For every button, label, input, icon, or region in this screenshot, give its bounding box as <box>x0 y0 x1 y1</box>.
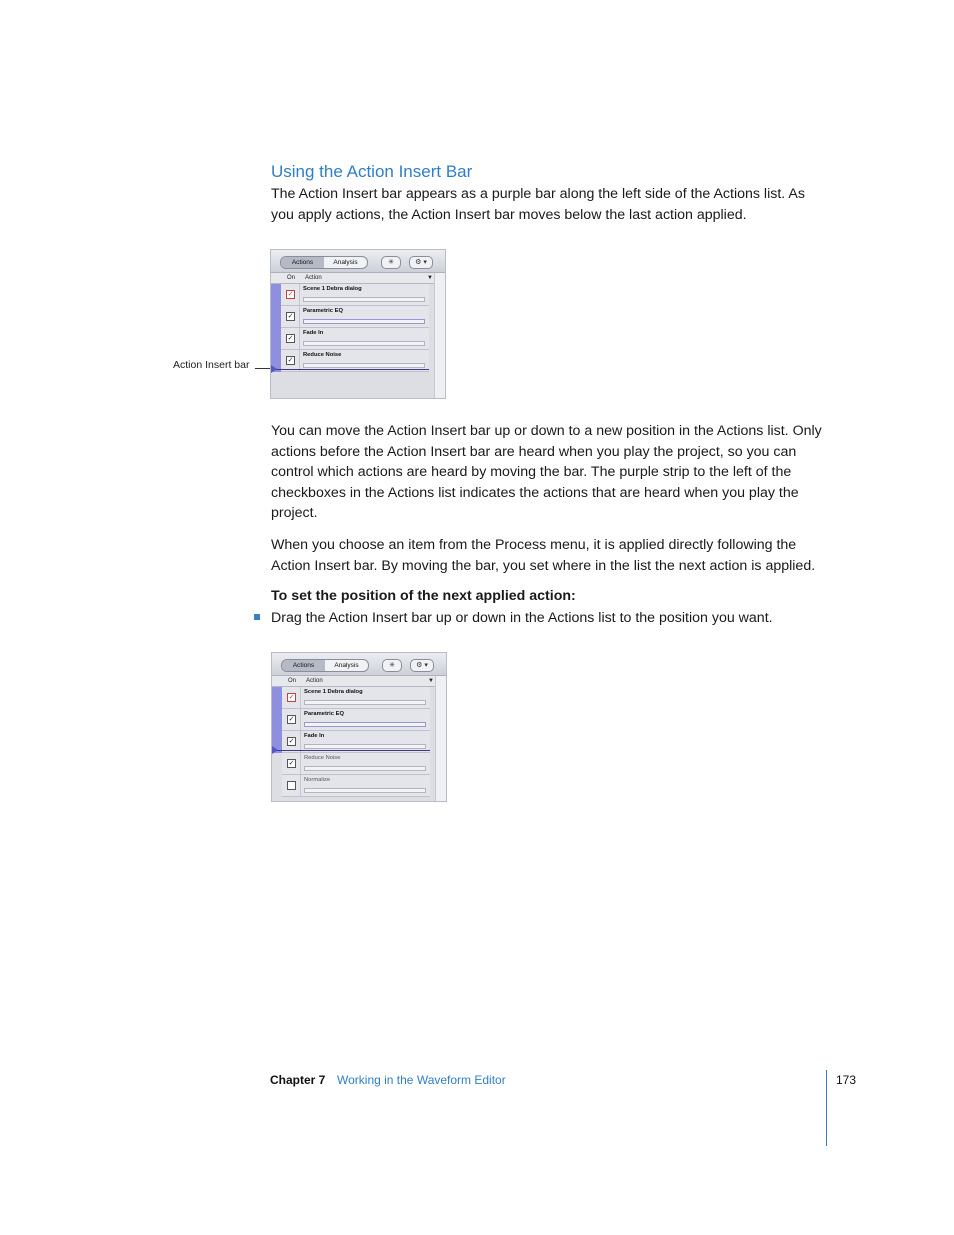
column-action[interactable]: Action <box>305 275 322 281</box>
parameter-track <box>304 722 426 727</box>
paragraph-2: You can move the Action Insert bar up or down to a new position in the Actions list. Only actions before the Action Insert bar are heard when you play the project, so you can control which actions are heard by moving the bar. The purple strip to the left of the checkboxes in the Actions list indicates the actions that are heard when you play the project. <box>271 423 822 521</box>
task-step: Drag the Action Insert bar up or down in the Actions list to the position you want. <box>271 610 773 626</box>
tab-analysis[interactable]: Analysis <box>333 259 358 266</box>
paragraph-3: When you choose an item from the Process menu, it is applied directly following the Action Insert bar. By moving the bar, you set where in the list the next action is applied. <box>271 537 816 574</box>
parameter-track <box>304 744 426 749</box>
column-on[interactable]: On <box>287 275 296 281</box>
action-name: Normalize <box>304 777 331 783</box>
add-action-icon: ✳ <box>389 662 395 669</box>
action-row[interactable] <box>282 687 430 709</box>
column-on[interactable]: On <box>288 678 297 684</box>
on-cell <box>282 687 301 708</box>
parameter-track <box>303 341 425 346</box>
action-row[interactable] <box>281 328 429 350</box>
actions-panel-figure-2 <box>271 652 447 802</box>
action-name: Fade In <box>304 733 325 739</box>
page-number: 173 <box>836 1073 857 1087</box>
callout-label: Action Insert bar <box>173 359 250 371</box>
intro-paragraph: The Action Insert bar appears as a purple bar along the left side of the Actions list. As you apply actions, the Action Insert bar moves below the last action applied. <box>271 186 805 223</box>
action-name: Scene 1 Debra dialog <box>304 689 363 695</box>
checkmark-icon: ✓ <box>288 716 295 723</box>
gear-menu-button[interactable] <box>409 256 433 269</box>
section-heading: Using the Action Insert Bar <box>271 162 473 181</box>
tab-actions[interactable]: Actions <box>282 660 325 671</box>
checkmark-icon: ✓ <box>287 357 294 364</box>
scrollbar[interactable] <box>434 273 445 398</box>
checkmark-icon: ✓ <box>288 738 295 745</box>
action-insert-strip <box>272 687 282 753</box>
action-row[interactable] <box>281 284 429 306</box>
action-checkbox[interactable] <box>287 759 296 768</box>
checkmark-icon: ✓ <box>287 291 294 298</box>
parameter-track <box>304 766 426 771</box>
action-row[interactable] <box>282 709 430 731</box>
action-insert-strip <box>271 284 281 372</box>
action-insert-bar-handle[interactable] <box>272 746 278 754</box>
action-insert-bar[interactable] <box>272 750 430 751</box>
sort-arrow-icon[interactable]: ▼ <box>428 678 434 684</box>
tab-actions[interactable]: Actions <box>281 257 324 268</box>
action-insert-bar-handle[interactable] <box>271 365 277 373</box>
parameter-track <box>303 319 425 324</box>
panel-toolbar <box>271 250 445 273</box>
on-cell <box>281 350 300 371</box>
column-action[interactable]: Action <box>306 678 323 684</box>
panel-toolbar <box>272 653 446 676</box>
action-name: Scene 1 Debra dialog <box>303 286 362 292</box>
actions-list <box>282 687 430 797</box>
checkmark-icon: ✓ <box>287 335 294 342</box>
on-cell <box>282 753 301 774</box>
on-cell <box>282 709 301 730</box>
task-heading: To set the position of the next applied action: <box>271 588 576 604</box>
gear-icon: ⚙ ▾ <box>415 259 427 266</box>
parameter-track <box>303 297 425 302</box>
sort-arrow-icon[interactable]: ▼ <box>427 275 433 281</box>
action-row[interactable] <box>282 775 430 797</box>
tab-switch <box>280 256 368 269</box>
action-name: Reduce Noise <box>304 755 341 761</box>
parameter-track <box>304 788 426 793</box>
gear-icon: ⚙ ▾ <box>416 662 428 669</box>
on-cell <box>282 775 301 796</box>
action-checkbox[interactable] <box>287 715 296 724</box>
action-row[interactable] <box>282 753 430 775</box>
on-cell <box>281 328 300 349</box>
action-checkbox[interactable] <box>286 312 295 321</box>
on-cell <box>281 284 300 305</box>
action-name: Reduce Noise <box>303 352 342 358</box>
action-insert-bar[interactable] <box>271 369 429 370</box>
scrollbar[interactable] <box>435 676 446 801</box>
action-checkbox[interactable] <box>287 781 296 790</box>
checkmark-icon: ✓ <box>287 313 294 320</box>
on-cell <box>281 306 300 327</box>
tab-switch <box>281 659 369 672</box>
action-name: Fade In <box>303 330 324 336</box>
action-name: Parametric EQ <box>304 711 344 717</box>
footer-divider <box>826 1070 827 1146</box>
add-action-icon: ✳ <box>388 259 394 266</box>
checkmark-icon: ✓ <box>288 760 295 767</box>
on-cell <box>282 731 301 752</box>
column-header <box>271 273 437 284</box>
action-checkbox[interactable] <box>287 737 296 746</box>
add-action-button[interactable] <box>382 659 402 672</box>
add-action-button[interactable] <box>381 256 401 269</box>
action-row[interactable] <box>281 306 429 328</box>
action-checkbox[interactable] <box>286 356 295 365</box>
checkmark-icon: ✓ <box>288 694 295 701</box>
column-header <box>272 676 438 687</box>
action-checkbox[interactable] <box>286 334 295 343</box>
footer-chapter: Chapter 7 <box>270 1073 326 1087</box>
action-checkbox[interactable] <box>286 290 295 299</box>
gear-menu-button[interactable] <box>410 659 434 672</box>
footer-chapter-title: Working in the Waveform Editor <box>337 1073 506 1087</box>
action-checkbox[interactable] <box>287 693 296 702</box>
tab-analysis[interactable]: Analysis <box>334 662 359 669</box>
actions-panel-figure-1 <box>270 249 446 399</box>
parameter-track <box>303 363 425 368</box>
action-name: Parametric EQ <box>303 308 343 314</box>
actions-list <box>281 284 429 372</box>
parameter-track <box>304 700 426 705</box>
bullet-icon <box>254 614 260 620</box>
